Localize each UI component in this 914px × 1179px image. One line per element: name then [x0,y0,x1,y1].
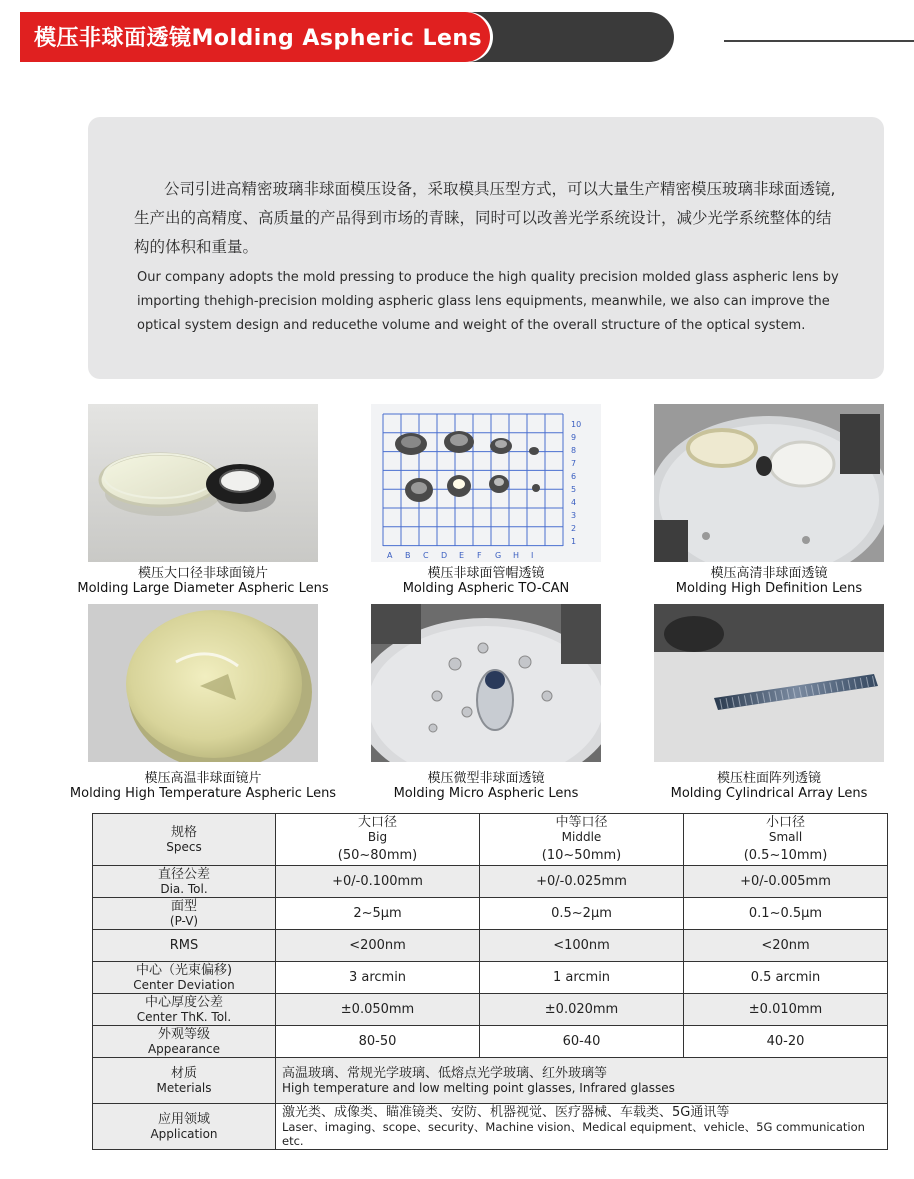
row-label-en: Dia. Tol. [160,881,208,896]
row-label [93,1026,276,1058]
row-label [93,898,276,930]
table-row [93,1026,888,1058]
col-en: Big [367,830,388,844]
cell-small: +0/-0.005mm [684,866,888,898]
grid-number-label: 3 [571,511,577,520]
materials-value-cn: 高温玻璃、常规光学玻璃、低熔点光学玻璃、红外玻璃等 [282,1065,608,1081]
table-row [93,930,888,962]
grid-number-label: 5 [571,485,577,494]
table-row-materials [93,1058,888,1104]
caption-cn: 模压柱面阵列透镜 [716,771,821,786]
col-range: (50~80mm) [337,848,418,863]
caption-micro-aspheric-lens [336,771,636,801]
row-label [93,1104,276,1150]
grid-letter-label: G [495,551,502,560]
row-label [93,1058,276,1104]
col-en: Middle [561,830,602,844]
row-label [93,866,276,898]
photo-cylindrical-array-lens [654,604,884,762]
table-row [93,866,888,898]
caption-en: Molding High Definition Lens [675,581,863,596]
caption-cn: 模压高清非球面透镜 [710,566,828,581]
grid-letter-label: F [477,551,482,560]
photo-large-diameter-lens [88,404,318,562]
row-label-en: (P-V) [169,913,199,928]
grid-letter-label: E [459,551,465,560]
cell-middle: ±0.020mm [480,994,684,1026]
caption-en: Molding High Temperature Aspheric Lens [69,786,337,801]
row-label-en: Center ThK. Tol. [136,1009,232,1024]
header-big [276,814,480,866]
cell-big: ±0.050mm [276,994,480,1026]
intro-text-chinese: 公司引进高精密玻璃非球面模压设备，采取模具压型方式，可以大量生产精密模压玻璃非球面透镜,生产出的高精度、高质量的产品得到市场的青睐，同时可以改善光学系统设计，减少光学系统整体的结构的体积和重量。 [134,180,836,256]
caption-cn: 模压微型非球面透镜 [427,771,545,786]
row-label-cn: 外观等级 [157,1026,210,1042]
caption-cn: 模压高温非球面镜片 [144,771,262,786]
col-cn: 大口径 [357,815,397,830]
grid-number-label: 8 [571,446,577,455]
caption-large-diameter-lens [53,566,353,596]
header-divider [724,40,914,42]
caption-cylindrical-array-lens [619,771,914,801]
row-label-cn: RMS [169,937,199,953]
caption-en: Molding Large Diameter Aspheric Lens [77,581,329,596]
grid-letter-label: A [387,551,393,560]
application-value-en: Laser、imaging、scope、security、Machine vision、Medical equipment、vehicle、5G communication etc. [282,1119,865,1148]
cell-small: 0.1~0.5μm [684,898,888,930]
grid-number-label: 9 [571,433,577,442]
application-value-cn: 激光类、成像类、瞄准镜类、安防、机器视觉、医疗器械、车载类、5G通讯等 [282,1104,730,1120]
col-cn: 中等口径 [555,815,608,830]
table-row [93,994,888,1026]
cell-big: +0/-0.100mm [276,866,480,898]
caption-aspheric-to-can [336,566,636,596]
cell-small: <20nm [684,930,888,962]
caption-en: Molding Cylindrical Array Lens [670,786,868,801]
table-row-application [93,1104,888,1150]
specs-table [92,813,888,1150]
caption-cn: 模压大口径非球面镜片 [137,566,268,581]
row-label [93,994,276,1026]
grid-number-label: 10 [571,420,582,429]
row-label-cn: 直径公差 [157,866,210,882]
row-label-cn: 材质 [170,1065,197,1081]
grid-number-label: 1 [571,537,577,546]
row-label [93,930,276,962]
cell-middle: 1 arcmin [480,962,684,994]
grid-letter-label: B [405,551,411,560]
cell-big: 2~5μm [276,898,480,930]
materials-value-en: High temperature and low melting point glasses, Infrared glasses [282,1080,675,1095]
caption-en: Molding Micro Aspheric Lens [393,786,579,801]
cell-small: ±0.010mm [684,994,888,1026]
caption-high-temperature-lens [53,771,353,801]
row-label-en: Meterials [156,1080,212,1095]
cell-middle: 60-40 [480,1026,684,1058]
header-small [684,814,888,866]
col-cn: 小口径 [765,815,805,830]
header-middle [480,814,684,866]
grid-letter-label: I [531,551,534,560]
caption-en: Molding Aspheric TO-CAN [402,581,570,596]
photo-micro-aspheric-lens [371,604,601,762]
grid-letter-label: C [423,551,429,560]
cell-small: 0.5 arcmin [684,962,888,994]
row-label-cn: 中心（光束偏移) [135,962,233,978]
col-range: (10~50mm) [541,848,622,863]
col-range: (0.5~10mm) [743,848,828,863]
intro-text-english: Our company adopts the mold pressing to produce the high quality precision molded glass aspheric lens by importing thehigh-precision molding aspheric glass lens equipments, meanwhile, we also can improve the optical system design and reducethe volume and weight of the overall structure of the optical system. [137,270,839,333]
row-label-en: Application [150,1126,218,1141]
row-label-cn: 面型 [170,898,197,914]
grid-letter-label: D [441,551,448,560]
col-en: Small [768,830,803,844]
grid-number-label: 2 [571,524,577,533]
caption-high-definition-lens [619,566,914,596]
table-row [93,898,888,930]
row-label-cn: 中心厚度公差 [144,994,223,1010]
grid-number-label: 6 [571,472,577,481]
cell-middle: 0.5~2μm [480,898,684,930]
cell-big: 3 arcmin [276,962,480,994]
row-label-en: Center Deviation [133,977,235,992]
photo-aspheric-to-can [371,404,601,562]
row-label [93,962,276,994]
table-row [93,962,888,994]
cell-middle: +0/-0.025mm [480,866,684,898]
photo-high-definition-lens [654,404,884,562]
photo-high-temperature-lens [88,604,318,762]
specs-label-cn: 规格 [170,824,197,840]
cell-small: 40-20 [684,1026,888,1058]
caption-cn: 模压非球面管帽透镜 [427,566,545,581]
application-value [276,1104,888,1150]
page-title: 模压非球面透镜Molding Aspheric Lens [34,26,483,51]
cell-big: <200nm [276,930,480,962]
header-banner-dark [470,12,674,62]
row-label-cn: 应用领域 [157,1111,210,1127]
row-label-en: Appearance [147,1041,221,1056]
cell-big: 80-50 [276,1026,480,1058]
table-header-row [93,814,888,866]
grid-number-label: 4 [571,498,577,507]
specs-label-en: Specs [166,839,202,854]
materials-value [276,1058,888,1104]
cell-middle: <100nm [480,930,684,962]
specs-label-cell [93,814,276,866]
grid-letter-label: H [513,551,520,560]
grid-number-label: 7 [571,459,577,468]
